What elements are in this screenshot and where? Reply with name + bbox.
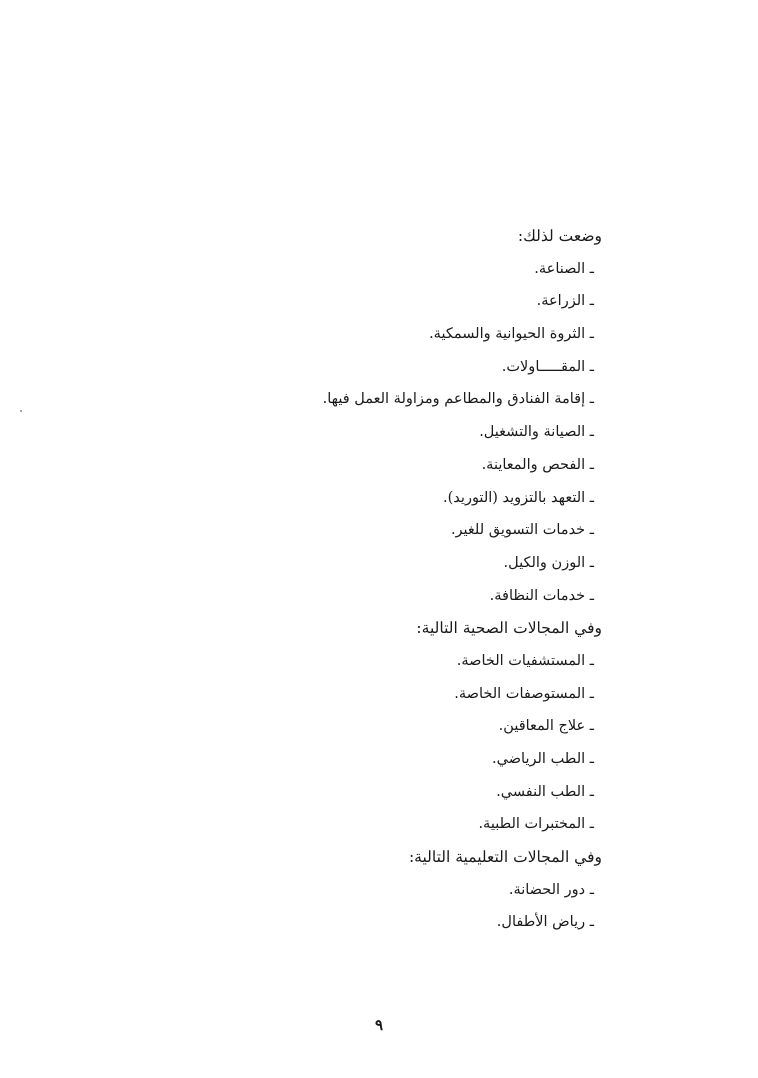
list-item: ـ المستشفيات الخاصة. (456, 652, 594, 669)
list-item: ـ الزراعة. (536, 293, 594, 310)
list-item: ـ خدمات النظافة. (489, 587, 594, 604)
list-item: ـ المختبرات الطبية. (478, 816, 594, 833)
scan-speck (20, 410, 22, 412)
list-item: ـ الطب النفسي. (496, 783, 594, 800)
section-heading-education: وفي المجالات التعليمية التالية: (408, 848, 602, 867)
list-item: ـ إقامة الفنادق والمطاعم ومزاولة العمل فيها. (322, 391, 594, 408)
list-item: ـ الطب الرياضي. (492, 751, 594, 767)
list-item: ـ رياض الأطفال. (496, 914, 594, 931)
list-item: ـ الصناعة. (534, 260, 594, 277)
list-item: ـ الوزن والكيل. (503, 554, 594, 571)
document-body (142, 220, 602, 939)
list-item: ـ المقـــــاولات. (501, 358, 594, 375)
section-heading-health: وفي المجالات الصحية التالية: (416, 619, 602, 638)
list-item: ـ خدمات التسويق للغير. (450, 522, 594, 539)
list-item: ـ الصيانة والتشغيل. (479, 424, 594, 441)
list-item: ـ دور الحضانة. (508, 881, 594, 898)
list-item: ـ المستوصفات الخاصة. (454, 685, 594, 702)
list-item: ـ الفحص والمعاينة. (481, 456, 594, 473)
list-item: ـ علاج المعاقين. (498, 718, 594, 735)
page-number: ٩ (374, 1016, 384, 1034)
list-item: ـ الثروة الحيوانية والسمكية. (429, 326, 594, 343)
list-item: ـ التعهد بالتزويد (التوريد). (443, 489, 594, 506)
section-heading-economic: وضعت لذلك: (517, 227, 602, 245)
